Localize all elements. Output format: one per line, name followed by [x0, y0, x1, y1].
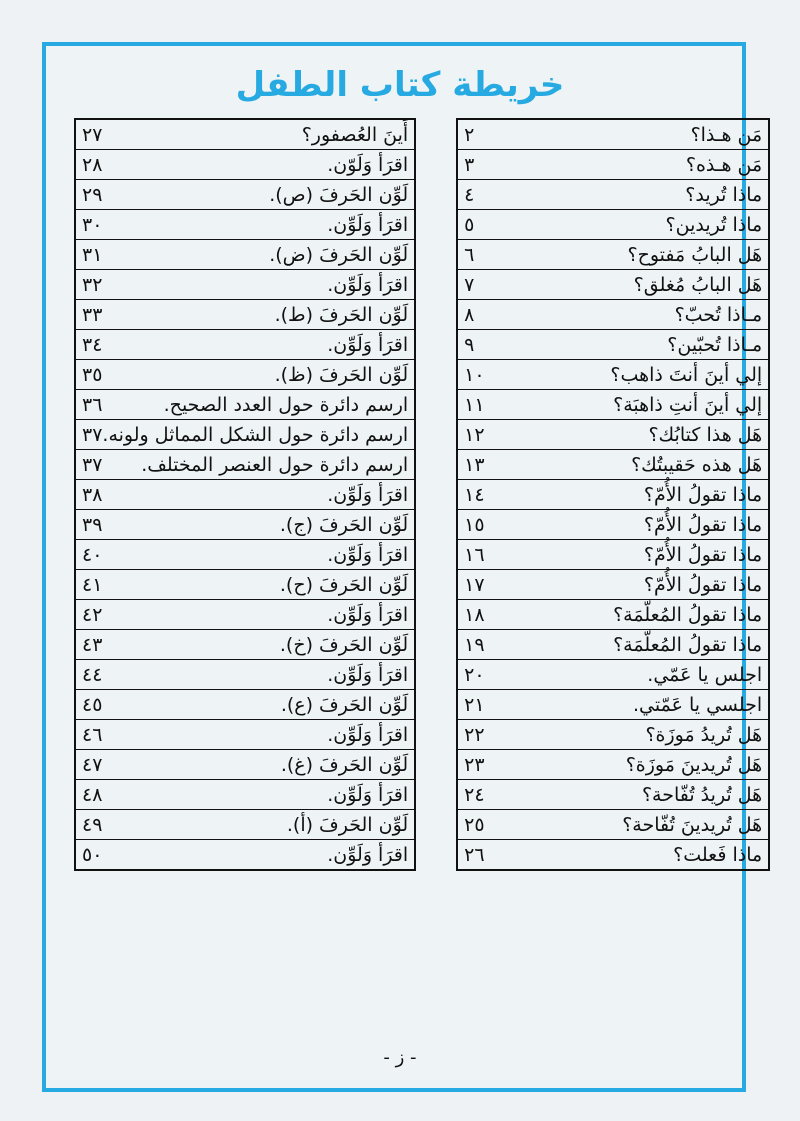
entry-page-number: ٣٧ — [82, 423, 103, 446]
right-column-cell — [457, 540, 769, 570]
list-item[interactable] — [76, 390, 414, 420]
list-item[interactable] — [76, 750, 414, 780]
entry-page-number: ١٩ — [464, 633, 485, 656]
entry-title: ماذا تُريدين؟ — [665, 213, 763, 236]
left-column-cell — [75, 720, 415, 750]
entry-page-number: ١٠ — [464, 363, 485, 386]
column-gap — [415, 180, 457, 210]
list-item[interactable] — [458, 150, 768, 180]
column-gap — [415, 660, 457, 690]
right-column-cell — [457, 630, 769, 660]
right-column-cell — [457, 570, 769, 600]
list-item[interactable] — [76, 690, 414, 720]
entry-title: لَوِّن الحَرفَ (غ). — [280, 753, 409, 776]
table-row — [75, 840, 769, 870]
right-column-cell — [457, 660, 769, 690]
contents-table — [74, 118, 770, 871]
list-item[interactable] — [76, 810, 414, 840]
entry-page-number: ٥ — [464, 213, 475, 236]
entry-page-number: ١٧ — [464, 573, 485, 596]
table-row — [75, 750, 769, 780]
entry-page-number: ٣٢ — [82, 273, 103, 296]
entry-title: ماذا تقولُ الأُمّ؟ — [643, 543, 763, 566]
entry-title: مـاذا تُحبّين؟ — [667, 333, 763, 356]
entry-page-number: ٣٩ — [82, 513, 103, 536]
entry-page-number: ٤٧ — [82, 753, 103, 776]
list-item[interactable] — [458, 810, 768, 840]
entry-title: أَينَ العُصفور؟ — [301, 123, 409, 146]
left-column-cell — [75, 510, 415, 540]
right-column-cell — [457, 720, 769, 750]
column-gap — [415, 720, 457, 750]
entry-page-number: ٤٣ — [82, 633, 103, 656]
right-column-cell — [457, 750, 769, 780]
column-gap — [415, 480, 457, 510]
column-gap — [415, 390, 457, 420]
entry-title: هَل البابُ مَفتوح؟ — [627, 243, 763, 266]
entry-page-number: ٤١ — [82, 573, 103, 596]
list-item[interactable] — [76, 600, 414, 630]
list-item[interactable] — [458, 750, 768, 780]
entry-page-number: ١٢ — [464, 423, 485, 446]
entry-title: مَن هـذا؟ — [690, 123, 763, 146]
list-item[interactable] — [458, 420, 768, 450]
entry-page-number: ٤٥ — [82, 693, 103, 716]
table-row — [75, 420, 769, 450]
list-item[interactable] — [76, 330, 414, 360]
entry-title: لَوِّن الحَرفَ (خ). — [279, 633, 409, 656]
column-gap — [415, 690, 457, 720]
left-column-cell — [75, 690, 415, 720]
right-column-cell — [457, 240, 769, 270]
entry-title: اقرَأ وَلَوِّن. — [327, 483, 409, 506]
table-row — [75, 810, 769, 840]
entry-page-number: ٣ — [464, 153, 475, 176]
entry-page-number: ٢٢ — [464, 723, 485, 746]
entry-page-number: ٧ — [464, 273, 475, 296]
entry-title: لَوِّن الحَرفَ (أ). — [286, 813, 409, 836]
column-gap — [415, 600, 457, 630]
list-item[interactable] — [76, 480, 414, 510]
entry-page-number: ٢٧ — [82, 123, 103, 146]
entry-title: ماذا تقولُ الأُمّ؟ — [643, 483, 763, 506]
table-row — [75, 300, 769, 330]
entry-title: هَل تُريدينَ تُفّاحة؟ — [622, 813, 763, 836]
list-item[interactable] — [458, 360, 768, 390]
entry-title: لَوِّن الحَرفَ (ظ). — [274, 363, 409, 386]
left-column-cell — [75, 750, 415, 780]
entry-title: اقرَأ وَلَوِّن. — [327, 723, 409, 746]
list-item[interactable] — [76, 540, 414, 570]
left-column-cell — [75, 300, 415, 330]
column-gap — [415, 810, 457, 840]
list-item[interactable] — [76, 270, 414, 300]
entry-page-number: ٣٠ — [82, 213, 103, 236]
right-column-cell — [457, 510, 769, 540]
list-item[interactable] — [76, 210, 414, 240]
table-row — [75, 210, 769, 240]
list-item[interactable] — [76, 510, 414, 540]
entry-title: هَل هذا كتابُك؟ — [648, 423, 763, 446]
column-gap — [415, 420, 457, 450]
entry-title: لَوِّن الحَرفَ (ض). — [269, 243, 409, 266]
left-column-cell — [75, 810, 415, 840]
entry-page-number: ٤٨ — [82, 783, 103, 806]
list-item[interactable] — [458, 120, 768, 150]
left-column-cell — [75, 119, 415, 150]
left-column-cell — [75, 630, 415, 660]
list-item[interactable] — [458, 210, 768, 240]
left-column-cell — [75, 480, 415, 510]
entry-title: اقرَأ وَلَوِّن. — [327, 273, 409, 296]
list-item[interactable] — [458, 570, 768, 600]
entry-page-number: ٢٠ — [464, 663, 485, 686]
entry-title: اجلس يا عَمّي. — [647, 663, 763, 686]
entry-title: ارسم دائرة حول العنصر المختلف. — [141, 453, 409, 476]
entry-title: لَوِّن الحَرفَ (ص). — [269, 183, 409, 206]
contents-table-body — [75, 119, 769, 870]
entry-page-number: ٩ — [464, 333, 475, 356]
column-gap — [415, 210, 457, 240]
left-column-cell — [75, 420, 415, 450]
list-item[interactable] — [76, 420, 414, 450]
table-row — [75, 180, 769, 210]
entry-title: لَوِّن الحَرفَ (ج). — [279, 513, 409, 536]
right-column-cell — [457, 840, 769, 870]
right-column-cell — [457, 119, 769, 150]
entry-page-number: ١٦ — [464, 543, 485, 566]
list-item[interactable] — [458, 450, 768, 480]
table-row — [75, 780, 769, 810]
entry-page-number: ٤٤ — [82, 663, 103, 686]
entry-page-number: ٣٦ — [82, 393, 103, 416]
list-item[interactable] — [76, 120, 414, 150]
entry-title: ماذا تقولُ المُعلّمَة؟ — [613, 633, 763, 656]
entry-title: هَل تُريدينَ مَوزَة؟ — [625, 753, 763, 776]
entry-title: لَوِّن الحَرفَ (ع). — [280, 693, 409, 716]
right-column-cell — [457, 180, 769, 210]
entry-page-number: ٣٨ — [82, 483, 103, 506]
table-row — [75, 630, 769, 660]
left-column-cell — [75, 570, 415, 600]
list-item[interactable] — [458, 240, 768, 270]
list-item[interactable] — [458, 540, 768, 570]
entry-title: هَل هذه حَقيبتُك؟ — [631, 453, 763, 476]
entry-title: ماذا تقولُ الأُمّ؟ — [643, 513, 763, 536]
table-row — [75, 119, 769, 150]
right-column-cell — [457, 420, 769, 450]
right-column-cell — [457, 480, 769, 510]
table-row — [75, 690, 769, 720]
column-gap — [415, 840, 457, 870]
left-column-cell — [75, 330, 415, 360]
left-column-cell — [75, 270, 415, 300]
list-item[interactable] — [458, 780, 768, 810]
list-item[interactable] — [76, 780, 414, 810]
column-gap — [415, 570, 457, 600]
right-column-cell — [457, 390, 769, 420]
entry-page-number: ٣١ — [82, 243, 103, 266]
list-item[interactable] — [458, 600, 768, 630]
entry-page-number: ٤٩ — [82, 813, 103, 836]
entry-title: اقرَأ وَلَوِّن. — [327, 543, 409, 566]
entry-page-number: ١١ — [464, 393, 485, 416]
column-gap — [415, 630, 457, 660]
entry-title: هَل البابُ مُغلق؟ — [633, 273, 763, 296]
list-item[interactable] — [458, 300, 768, 330]
table-row — [75, 150, 769, 180]
entry-page-number: ٥٠ — [82, 843, 103, 866]
entry-page-number: ٢٦ — [464, 843, 485, 866]
right-column-cell — [457, 270, 769, 300]
entry-page-number: ٢٥ — [464, 813, 485, 836]
entry-title: اقرَأ وَلَوِّن. — [327, 213, 409, 236]
entry-title: لَوِّن الحَرفَ (ح). — [279, 573, 409, 596]
list-item[interactable] — [458, 660, 768, 690]
entry-page-number: ١٤ — [464, 483, 485, 506]
list-item[interactable] — [76, 630, 414, 660]
table-row — [75, 270, 769, 300]
entry-title: اجلسي يا عَمّتي. — [632, 693, 763, 716]
right-column-cell — [457, 810, 769, 840]
list-item[interactable] — [458, 330, 768, 360]
entry-title: اقرَأ وَلَوِّن. — [327, 663, 409, 686]
right-column-cell — [457, 210, 769, 240]
column-gap — [415, 119, 457, 150]
entry-title: ماذا فَعلت؟ — [673, 843, 763, 866]
entry-title: إلي أينَ أنتَ ذاهب؟ — [610, 363, 763, 386]
left-column-cell — [75, 660, 415, 690]
list-item[interactable] — [76, 720, 414, 750]
entry-page-number: ٤٢ — [82, 603, 103, 626]
left-column-cell — [75, 840, 415, 870]
table-row — [75, 480, 769, 510]
entry-title: مـاذا تُحبّ؟ — [674, 303, 763, 326]
entry-title: ارسم دائرة حول العدد الصحيح. — [163, 393, 409, 416]
entry-title: هَل تُريدُ تُفّاحة؟ — [641, 783, 763, 806]
entry-title: مَن هـذه؟ — [685, 153, 763, 176]
table-row — [75, 600, 769, 630]
entry-page-number: ٢١ — [464, 693, 485, 716]
list-item[interactable] — [458, 480, 768, 510]
table-row — [75, 390, 769, 420]
right-column-cell — [457, 600, 769, 630]
table-row — [75, 660, 769, 690]
left-column-cell — [75, 540, 415, 570]
column-gap — [415, 240, 457, 270]
entry-page-number: ٢٨ — [82, 153, 103, 176]
list-item[interactable] — [458, 720, 768, 750]
right-column-cell — [457, 690, 769, 720]
list-item[interactable] — [458, 630, 768, 660]
entry-page-number: ٨ — [464, 303, 475, 326]
table-row — [75, 540, 769, 570]
entry-page-number: ٣٤ — [82, 333, 103, 356]
column-gap — [415, 300, 457, 330]
entry-title: اقرَأ وَلَوِّن. — [327, 333, 409, 356]
entry-page-number: ٤٦ — [82, 723, 103, 746]
left-column-cell — [75, 780, 415, 810]
entry-title: اقرَأ وَلَوِّن. — [327, 843, 409, 866]
column-gap — [415, 750, 457, 780]
entry-title: هَل تُريدُ مَوزَة؟ — [645, 723, 763, 746]
right-column-cell — [457, 780, 769, 810]
entry-title: اقرَأ وَلَوِّن. — [327, 783, 409, 806]
left-column-cell — [75, 600, 415, 630]
list-item[interactable] — [76, 240, 414, 270]
entry-page-number: ٢٩ — [82, 183, 103, 206]
page-number: - ز - — [383, 1047, 417, 1068]
list-item[interactable] — [458, 180, 768, 210]
list-item[interactable] — [458, 390, 768, 420]
entry-title: ماذا تقولُ الأُمّ؟ — [643, 573, 763, 596]
entry-title: اقرَأ وَلَوِّن. — [327, 603, 409, 626]
table-row — [75, 570, 769, 600]
entry-page-number: ٢٤ — [464, 783, 485, 806]
entry-page-number: ١٨ — [464, 603, 485, 626]
list-item[interactable] — [76, 450, 414, 480]
column-gap — [415, 330, 457, 360]
column-gap — [415, 450, 457, 480]
list-item[interactable] — [76, 300, 414, 330]
left-column-cell — [75, 210, 415, 240]
entry-title: ماذا تُريد؟ — [685, 183, 763, 206]
list-item[interactable] — [458, 840, 768, 869]
entry-page-number: ٦ — [464, 243, 475, 266]
entry-page-number: ١٣ — [464, 453, 485, 476]
entry-title: ارسم دائرة حول الشكل المماثل ولونه. — [102, 423, 409, 446]
left-column-cell — [75, 240, 415, 270]
right-column-cell — [457, 330, 769, 360]
table-row — [75, 240, 769, 270]
left-column-cell — [75, 150, 415, 180]
entry-title: ماذا تقولُ المُعلّمَة؟ — [613, 603, 763, 626]
list-item[interactable] — [76, 180, 414, 210]
table-row — [75, 510, 769, 540]
column-gap — [415, 270, 457, 300]
entry-page-number: ٢ — [464, 123, 475, 146]
entry-title: لَوِّن الحَرفَ (ط). — [274, 303, 409, 326]
left-column-cell — [75, 450, 415, 480]
entry-page-number: ٤ — [464, 183, 475, 206]
entry-page-number: ٢٣ — [464, 753, 485, 776]
column-gap — [415, 540, 457, 570]
right-column-cell — [457, 300, 769, 330]
list-item[interactable] — [76, 660, 414, 690]
column-gap — [415, 780, 457, 810]
entry-title: إلي أينَ أنتِ ذاهبَة؟ — [613, 393, 763, 416]
table-row — [75, 330, 769, 360]
entry-page-number: ٤٠ — [82, 543, 103, 566]
left-column-cell — [75, 390, 415, 420]
entry-title: اقرَأ وَلَوّن. — [327, 153, 409, 176]
left-column-cell — [75, 180, 415, 210]
list-item[interactable] — [458, 510, 768, 540]
table-row — [75, 720, 769, 750]
list-item[interactable] — [76, 570, 414, 600]
list-item[interactable] — [458, 270, 768, 300]
entry-page-number: ٣٣ — [82, 303, 103, 326]
entry-page-number: ١٥ — [464, 513, 485, 536]
column-gap — [415, 150, 457, 180]
list-item[interactable] — [76, 360, 414, 390]
left-column-cell — [75, 360, 415, 390]
entry-page-number: ٣٥ — [82, 363, 103, 386]
page-title: خريطة كتاب الطفل — [235, 65, 565, 105]
entry-page-number: ٣٧ — [82, 453, 103, 476]
right-column-cell — [457, 150, 769, 180]
table-row — [75, 450, 769, 480]
column-gap — [415, 510, 457, 540]
list-item[interactable] — [76, 840, 414, 869]
list-item[interactable] — [458, 690, 768, 720]
right-column-cell — [457, 450, 769, 480]
table-row — [75, 360, 769, 390]
column-gap — [415, 360, 457, 390]
right-column-cell — [457, 360, 769, 390]
list-item[interactable] — [76, 150, 414, 180]
